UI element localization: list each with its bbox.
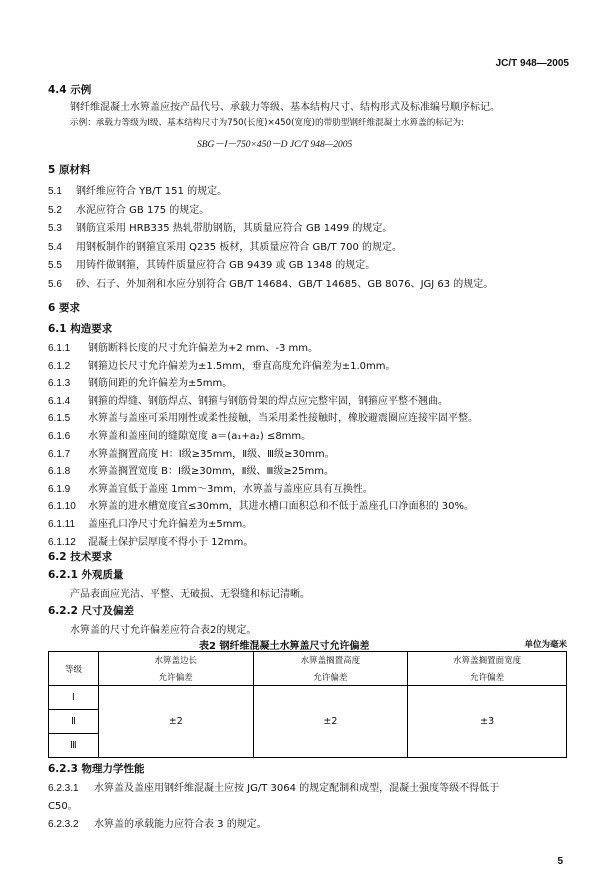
clause-number: 5.2 (48, 204, 62, 216)
clause-text: 砂、石子、外加剂和水应分别符合 GB/T 14684、GB/T 14685、GB 8076、JGJ 63 的规定。 (76, 279, 494, 290)
heading-5: 5 原材料 (48, 164, 91, 176)
s6231-num: 6.2.3.1 (48, 783, 79, 794)
s6232-num: 6.2.3.2 (48, 819, 79, 830)
clause-number: 5.4 (48, 241, 62, 253)
clause-number: 6.1.5 (48, 413, 71, 425)
list-item (48, 201, 209, 216)
clause-text: 用钢板制作的钢箍宜采用 Q235 板材，其质量应符合 GB/T 700 的规定。 (76, 241, 403, 253)
clause-number: 6.1.7 (48, 448, 71, 460)
table2-caption: 表2 钢纤维混凝土水箅盖尺寸允许偏差 (199, 641, 370, 652)
heading-4-4: 4.4 示例 (48, 84, 92, 96)
list-item (48, 409, 478, 424)
heading-6-1: 6.1 构造要求 (48, 323, 113, 335)
grade-2: Ⅱ (49, 710, 99, 734)
col3-title: 水箅盖搁置面宽度 (408, 652, 567, 669)
col1-title: 水箅盖边长 (98, 652, 253, 669)
col3-value: ±3 (408, 686, 567, 758)
list-item (48, 392, 448, 407)
list-item (48, 515, 252, 530)
clause-text: 水箅盖与盖座可采用刚性或柔性接触，当采用柔性接触时，橡胶避震圈应连接牢固平整。 (88, 413, 478, 425)
list-item (48, 427, 311, 442)
clause-number: 6.1.4 (48, 395, 71, 407)
s44-body: 钢纤维混凝土水箅盖应按产品代号、承载力等级、基本结构尺寸、结构形式及标准编号顺序标记。 (70, 102, 500, 113)
list-item (48, 238, 402, 253)
list-item (48, 374, 232, 389)
s6232-text: 水箅盖的承载能力应符合表 3 的规定。 (94, 819, 267, 830)
clause-text: 水箅盖的进水槽宽度宜≤30mm，其进水槽口面积总和不低于盖座孔口净面积的 30%。 (88, 501, 474, 513)
clause-number: 6.1.8 (48, 466, 71, 478)
heading-6-2: 6.2 技术要求 (48, 551, 113, 563)
list-item (48, 533, 253, 548)
s621-body: 产品表面应光洁、平整、无破损、无裂缝和标记清晰。 (70, 589, 310, 600)
clause-text: 水箅盖搁置高度 H：Ⅰ级≥35mm，Ⅱ级、Ⅲ级≥30mm。 (88, 448, 335, 460)
col2-sub: 允许偏差 (253, 669, 408, 686)
clause-number: 5.1 (48, 186, 62, 197)
clause-text: 用铸件做钢箍，其铸件质量应符合 GB 9439 或 GB 1348 的规定。 (76, 260, 376, 272)
clause-number: 6.1.12 (48, 536, 76, 548)
list-item (48, 480, 373, 495)
page-number: 5 (557, 856, 563, 867)
s6231-text: 水箅盖及盖座用钢纤维混凝土应按 JG/T 3064 的规定配制和成型，混凝土强度等级不得低于 (94, 783, 500, 794)
doc-code: JC/T 948—2005 (495, 58, 569, 69)
col1-sub: 允许偏差 (98, 669, 253, 686)
s6231 (48, 779, 499, 794)
table2-unit: 单位为毫米 (524, 640, 567, 650)
clause-text: 钢箍的焊缝、钢筋焊点、钢箍与钢筋骨架的焊点应完整牢固，钢箍应平整不翘曲。 (88, 395, 448, 407)
col3-sub: 允许偏差 (408, 669, 567, 686)
clause-number: 6.1.11 (48, 519, 76, 530)
clause-number: 6.1.1 (48, 343, 71, 354)
clause-number: 6.1.6 (48, 431, 71, 442)
s44-example: 示例：承载力等级为Ⅰ级、基本结构尺寸为750(长度)×450(宽度)的带肋型钢纤维混凝土水箅盖的标记为: (70, 118, 465, 128)
clause-number: 5.3 (48, 223, 62, 235)
heading-6-2-1: 6.2.1 外观质量 (48, 569, 124, 581)
list-item (48, 275, 493, 290)
clause-number: 6.1.9 (48, 483, 71, 495)
clause-text: 水泥应符合 GB 175 的规定。 (76, 204, 210, 216)
clause-text: 钢纤维应符合 YB/T 151 的规定。 (76, 186, 228, 197)
list-item (48, 219, 392, 234)
list-item (48, 445, 335, 460)
heading-6: 6 要求 (48, 302, 80, 314)
clause-text: 水箅盖宜低于盖座 1mm～3mm，水箅盖与盖座应具有互换性。 (88, 483, 373, 495)
marking-code: SBG－Ⅰ－750×450－D JC/T 948—2005 (197, 140, 353, 150)
clause-text: 水箅盖和盖座间的缝隙宽度 a＝(a₁+a₂) ≤8mm。 (88, 431, 312, 442)
s6231-cont: C50。 (48, 801, 78, 812)
col1-value: ±2 (98, 686, 253, 758)
table2 (48, 651, 567, 758)
list-item (48, 256, 375, 271)
clause-number: 6.1.10 (48, 501, 76, 513)
col2-title: 水箅盖搁置高度 (253, 652, 408, 669)
heading-6-2-3: 6.2.3 物理力学性能 (48, 763, 145, 775)
clause-text: 钢筋断料长度的尺寸允许偏差为+2 mm、-3 mm。 (88, 343, 319, 354)
s6232 (48, 815, 267, 830)
clause-number: 6.1.2 (48, 360, 71, 372)
clause-text: 钢筋间距的允许偏差为±5mm。 (88, 378, 233, 390)
list-item (48, 497, 474, 512)
clause-number: 6.1.3 (48, 378, 71, 390)
list-item (48, 339, 318, 354)
col2-value: ±2 (253, 686, 408, 758)
grade-3: Ⅲ (49, 734, 99, 758)
clause-text: 盖座孔口净尺寸允许偏差为±5mm。 (88, 519, 253, 530)
clause-text: 水箅盖搁置宽度 B：Ⅰ级≥30mm，Ⅱ级、Ⅲ级≥25mm。 (88, 466, 334, 478)
grade-1: Ⅰ (49, 686, 99, 710)
list-item (48, 462, 334, 477)
clause-number: 5.5 (48, 260, 62, 272)
heading-6-2-2: 6.2.2 尺寸及偏差 (48, 605, 135, 617)
list-item (48, 357, 396, 372)
list-item (48, 182, 227, 197)
s622-body: 水箅盖的尺寸允许偏差应符合表2的规定。 (70, 625, 257, 636)
clause-text: 混凝土保护层厚度不得小于 12mm。 (88, 536, 254, 548)
grade-header: 等级 (49, 652, 99, 686)
clause-text: 钢筋宜采用 HRB335 热轧带肋钢筋，其质量应符合 GB 1499 的规定。 (76, 223, 393, 235)
clause-number: 5.6 (48, 279, 62, 290)
clause-text: 钢箍边长尺寸允许偏差为±1.5mm，垂直高度允许偏差为±1.0mm。 (88, 360, 396, 372)
